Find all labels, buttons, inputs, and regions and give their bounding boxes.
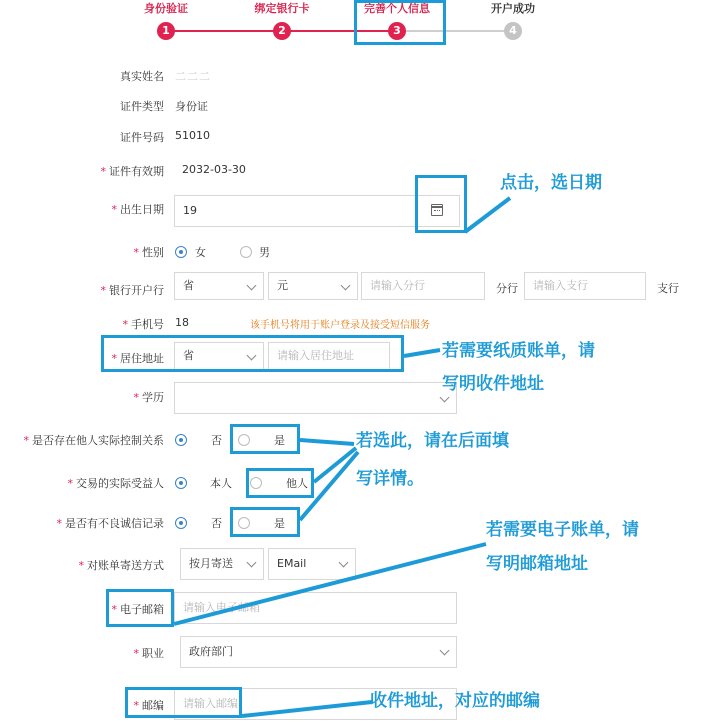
connector-calendar (465, 198, 510, 232)
id-valid-label: * 证件有效期 (100, 165, 164, 178)
connector-email (174, 544, 486, 624)
email-label: * 电子邮箱 (111, 603, 164, 616)
branch-suffix: 分行 (496, 282, 518, 295)
beneficiary-other-label: 他人 (286, 477, 308, 490)
education-label: * 学历 (133, 391, 164, 404)
control-no-label: 否 (211, 434, 222, 447)
subbranch-suffix: 支行 (657, 282, 679, 295)
credit-label: * 是否有不良诚信记录 (56, 517, 164, 530)
id-type-value: 身份证 (175, 100, 208, 113)
connector-credit (300, 452, 358, 520)
birth-label: * 出生日期 (111, 203, 164, 216)
statement-frequency-select[interactable]: 按月寄送 (180, 548, 264, 580)
birth-date-input[interactable]: 19 (174, 195, 460, 227)
real-name-value: 二二二 (175, 70, 211, 83)
phone-label: * 手机号 (122, 318, 164, 331)
bank-branch-input[interactable]: 请输入分行 (361, 272, 485, 300)
address-province-select[interactable]: 省 (174, 342, 264, 370)
phone-value: 18 (175, 316, 189, 329)
gender-male-label: 男 (259, 246, 270, 259)
beneficiary-label: * 交易的实际受益人 (67, 477, 164, 490)
address-label: * 居住地址 (111, 352, 164, 365)
annotation-click-date: 点击，选日期 (500, 173, 602, 193)
email-input[interactable]: 请输入电子邮箱 (174, 592, 457, 624)
connector-control (300, 440, 354, 444)
bank-city-select[interactable]: 元 (268, 272, 358, 300)
statement-label: * 对账单寄送方式 (78, 559, 164, 572)
bank-province-select[interactable]: 省 (174, 272, 264, 300)
bank-label: * 银行开户行 (100, 284, 164, 297)
annotation-e-bill-line2: 写明邮箱地址 (486, 554, 588, 574)
address-input[interactable]: 请输入居住地址 (268, 342, 390, 370)
job-label: * 职业 (133, 647, 164, 660)
annotation-paper-bill-line2: 写明收件地址 (442, 374, 544, 394)
step-label: 身份验证 (144, 2, 188, 15)
bank-subbranch-input[interactable]: 请输入支行 (524, 272, 646, 300)
annotation-if-yes-line1: 若选此，请在后面填 (356, 431, 509, 451)
step-number: 1 (157, 22, 175, 40)
credit-yes-label: 是 (274, 517, 285, 530)
gender-label: * 性别 (133, 246, 164, 259)
job-select[interactable]: 政府部门 (180, 636, 457, 668)
phone-hint: 该手机号将用于账户登录及接受短信服务 (250, 320, 430, 331)
annotation-paper-bill-line1: 若需要纸质账单，请 (442, 341, 595, 361)
id-number-label: 证件号码 (120, 131, 164, 144)
real-name-label: 真实姓名 (120, 70, 164, 83)
step-number: 3 (388, 22, 406, 40)
step-number: 4 (504, 22, 522, 40)
connector-zip (242, 702, 372, 716)
gender-female-label: 女 (195, 246, 206, 259)
id-type-label: 证件类型 (120, 100, 164, 113)
zip-input[interactable]: 请输入邮编 (174, 688, 457, 720)
step-label: 完善个人信息 (364, 2, 430, 15)
step-label: 绑定银行卡 (254, 2, 310, 15)
annotation-e-bill-line1: 若需要电子账单，请 (486, 520, 639, 540)
annotation-if-yes-line2: 写详情。 (356, 469, 424, 489)
credit-no-label: 否 (211, 517, 222, 530)
beneficiary-self-label: 本人 (210, 477, 232, 490)
connector-address (404, 350, 440, 356)
id-valid-value: 2032-03-30 (182, 163, 246, 176)
zip-label: * 邮编 (133, 699, 164, 712)
control-label: * 是否存在他人实际控制关系 (23, 434, 164, 447)
control-yes-label: 是 (274, 434, 285, 447)
statement-method-select[interactable]: EMail (268, 548, 356, 580)
annotation-zip-note: 收件地址，对应的邮编 (370, 691, 540, 711)
step-label: 开户成功 (491, 2, 535, 15)
step-number: 2 (273, 22, 291, 40)
id-number-value: 51010 (175, 129, 210, 142)
